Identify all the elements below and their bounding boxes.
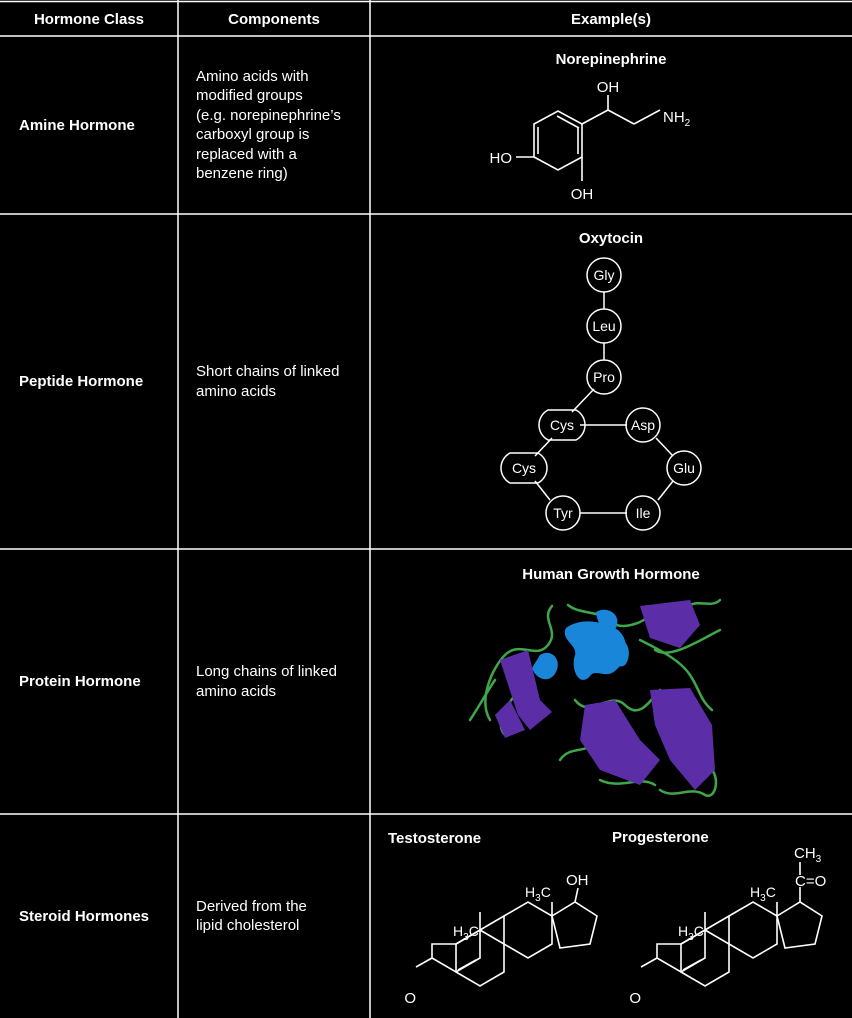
residue-tyr: Tyr	[553, 505, 573, 521]
header-components: Components	[228, 10, 320, 28]
class-steroid: Steroid Hormones	[19, 907, 150, 925]
oh-bottom-label: OH	[570, 186, 594, 203]
residue-asp: Asp	[630, 417, 656, 433]
components-protein: Long chains of linked amino acids	[196, 663, 337, 700]
components-amine: Amino acids with modified groups (e.g. norepinephrine’s carboxyl group is replaced with a benzene ring)	[196, 67, 341, 182]
testosterone-o-label: O	[404, 990, 416, 1007]
example-progesterone-title: Progesterone	[612, 829, 709, 846]
residue-glu: Glu	[673, 460, 695, 476]
progesterone-h3c-1: $H_3C$	[678, 923, 704, 943]
example-norepinephrine-title: Norepinephrine	[555, 51, 667, 68]
header-hormone-class: Hormone Class	[33, 10, 145, 28]
residue-cys-1: Cys	[549, 417, 575, 433]
progesterone-ch3-label: $CH_3$	[794, 845, 822, 865]
testosterone-oh-label: OH	[566, 872, 589, 889]
testosterone-h3c-1: $H_3C$	[453, 923, 479, 943]
example-hgh-title: Human Growth Hormone	[522, 566, 700, 583]
ho-label: HO	[489, 150, 512, 167]
class-peptide: Peptide Hormone	[19, 373, 144, 390]
testosterone-h3c-2: $H_3C$	[525, 884, 551, 904]
residue-leu: Leu	[592, 318, 616, 334]
class-protein: Protein Hormone	[19, 673, 141, 690]
progesterone-h3c-2: $H_3C$	[750, 884, 776, 904]
progesterone-o-label: O	[629, 990, 641, 1007]
residue-gly: Gly	[593, 267, 615, 283]
example-testosterone-title: Testosterone	[388, 830, 482, 847]
oh-top-label: OH	[596, 79, 620, 96]
nh2-label: $NH_2$	[663, 109, 691, 129]
components-peptide: Short chains of linked amino acids	[196, 363, 340, 400]
residue-ile: Ile	[635, 505, 651, 521]
header-examples: Example(s)	[570, 10, 652, 28]
example-oxytocin-title: Oxytocin	[578, 230, 644, 247]
class-amine: Amine Hormone	[19, 116, 135, 134]
components-steroid: Derived from the lipid cholesterol	[196, 897, 307, 934]
residue-pro: Pro	[593, 369, 615, 385]
progesterone-co-label: C=O	[795, 873, 827, 890]
residue-cys-2: Cys	[511, 460, 537, 476]
